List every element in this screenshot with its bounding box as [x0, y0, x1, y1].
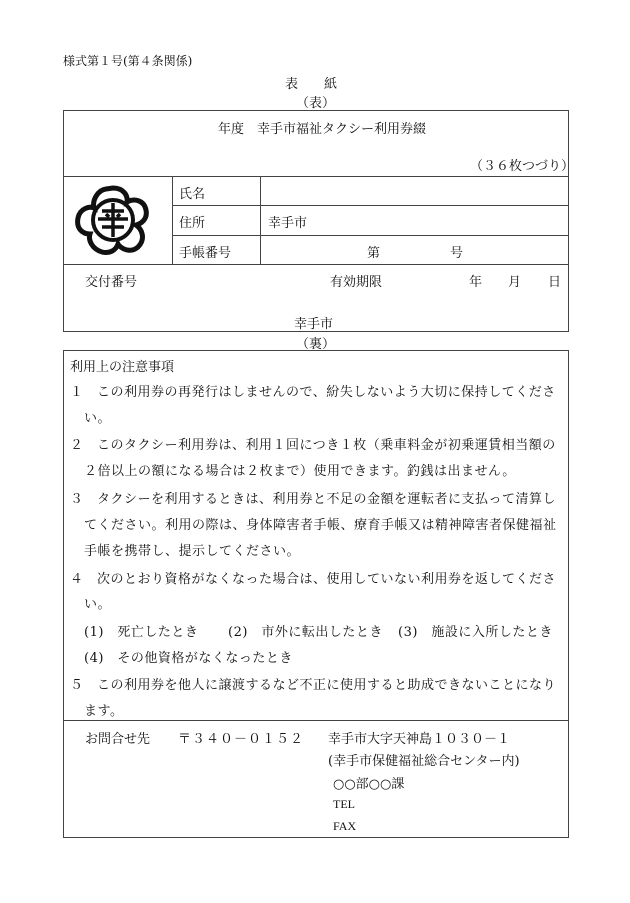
note-4-line-2: い。: [84, 597, 112, 612]
divider: [172, 235, 569, 236]
address-value: 幸手市: [268, 216, 308, 231]
contact-department: ○○部○○課: [333, 777, 405, 792]
note-4-sub-3: (3) 施設に入所したとき: [398, 625, 553, 640]
note-5-line-2: ます。: [84, 704, 124, 719]
contact-fax: FAX: [333, 819, 357, 833]
divider: [63, 720, 569, 721]
note-3-line-3: 手帳を携帯し、提示してください。: [84, 544, 301, 559]
date-month: 月: [508, 275, 522, 290]
note-5-line-1: ５ この利用券を他人に譲渡するなど不正に使用すると助成できないことになり: [70, 678, 557, 693]
note-3-line-1: ３ タクシーを利用するときは、利用券と不足の金額を運転者に支払って清算し: [70, 492, 557, 507]
note-4-sub-4: (4) その他資格がなくなったとき: [84, 651, 293, 666]
contact-tel: TEL: [333, 797, 355, 811]
issuer: 幸手市: [294, 317, 334, 332]
booklet-title: 年度 幸手市福祉タクシー利用券綴: [218, 122, 427, 137]
count-note: （３６枚つづり）: [470, 159, 575, 174]
notes-title: 利用上の注意事項: [70, 360, 175, 375]
validity-label: 有効期限: [330, 275, 383, 290]
note-3-line-2: てください。利用の際は、身体障害者手帳、療育手帳又は精神障害者保健福祉: [84, 518, 557, 533]
notebook-go: 号: [450, 246, 464, 261]
form-number-label: 様式第１号(第４条関係): [63, 54, 193, 68]
divider: [63, 176, 569, 177]
city-emblem-icon: [72, 184, 154, 256]
note-4-sub-1: (1) 死亡したとき: [84, 625, 199, 640]
page-title: 表 紙: [285, 77, 338, 92]
notebook-number-label: 手帳番号: [179, 246, 232, 261]
note-2-line-1: ２ このタクシー利用券は、利用１回につき１枚（乗車料金が初乗運賃相当額の: [70, 438, 556, 453]
address-label: 住所: [179, 216, 206, 231]
contact-address: 幸手市大字天神島１０３０－１: [328, 732, 511, 747]
notebook-dai: 第: [367, 246, 381, 261]
issue-number-label: 交付番号: [85, 275, 138, 290]
name-label: 氏名: [179, 187, 206, 202]
front-side-label: （表）: [296, 96, 336, 111]
contact-building: (幸手市保健福祉総合センター内): [328, 754, 520, 769]
date-day: 日: [548, 275, 562, 290]
date-year: 年: [469, 275, 483, 290]
contact-postal-code: 〒３４０－０１５２: [178, 732, 305, 747]
divider: [172, 205, 569, 206]
note-1-line-1: １ この利用券の再発行はしませんので、紛失しないよう大切に保持してくださ: [70, 385, 556, 400]
divider: [63, 264, 569, 265]
divider: [172, 176, 173, 264]
contact-label: お問合せ先: [85, 732, 151, 747]
note-1-line-2: い。: [84, 411, 112, 426]
note-4-line-1: ４ 次のとおり資格がなくなった場合は、使用していない利用券を返してくださ: [70, 572, 557, 587]
note-4-sub-2: (2) 市外に転出したとき: [228, 625, 383, 640]
note-2-line-2: ２倍以上の額になる場合は２枚まで）使用できます。釣銭は出ません。: [84, 464, 516, 479]
back-side-label: （裏）: [296, 337, 336, 352]
divider: [260, 176, 261, 264]
